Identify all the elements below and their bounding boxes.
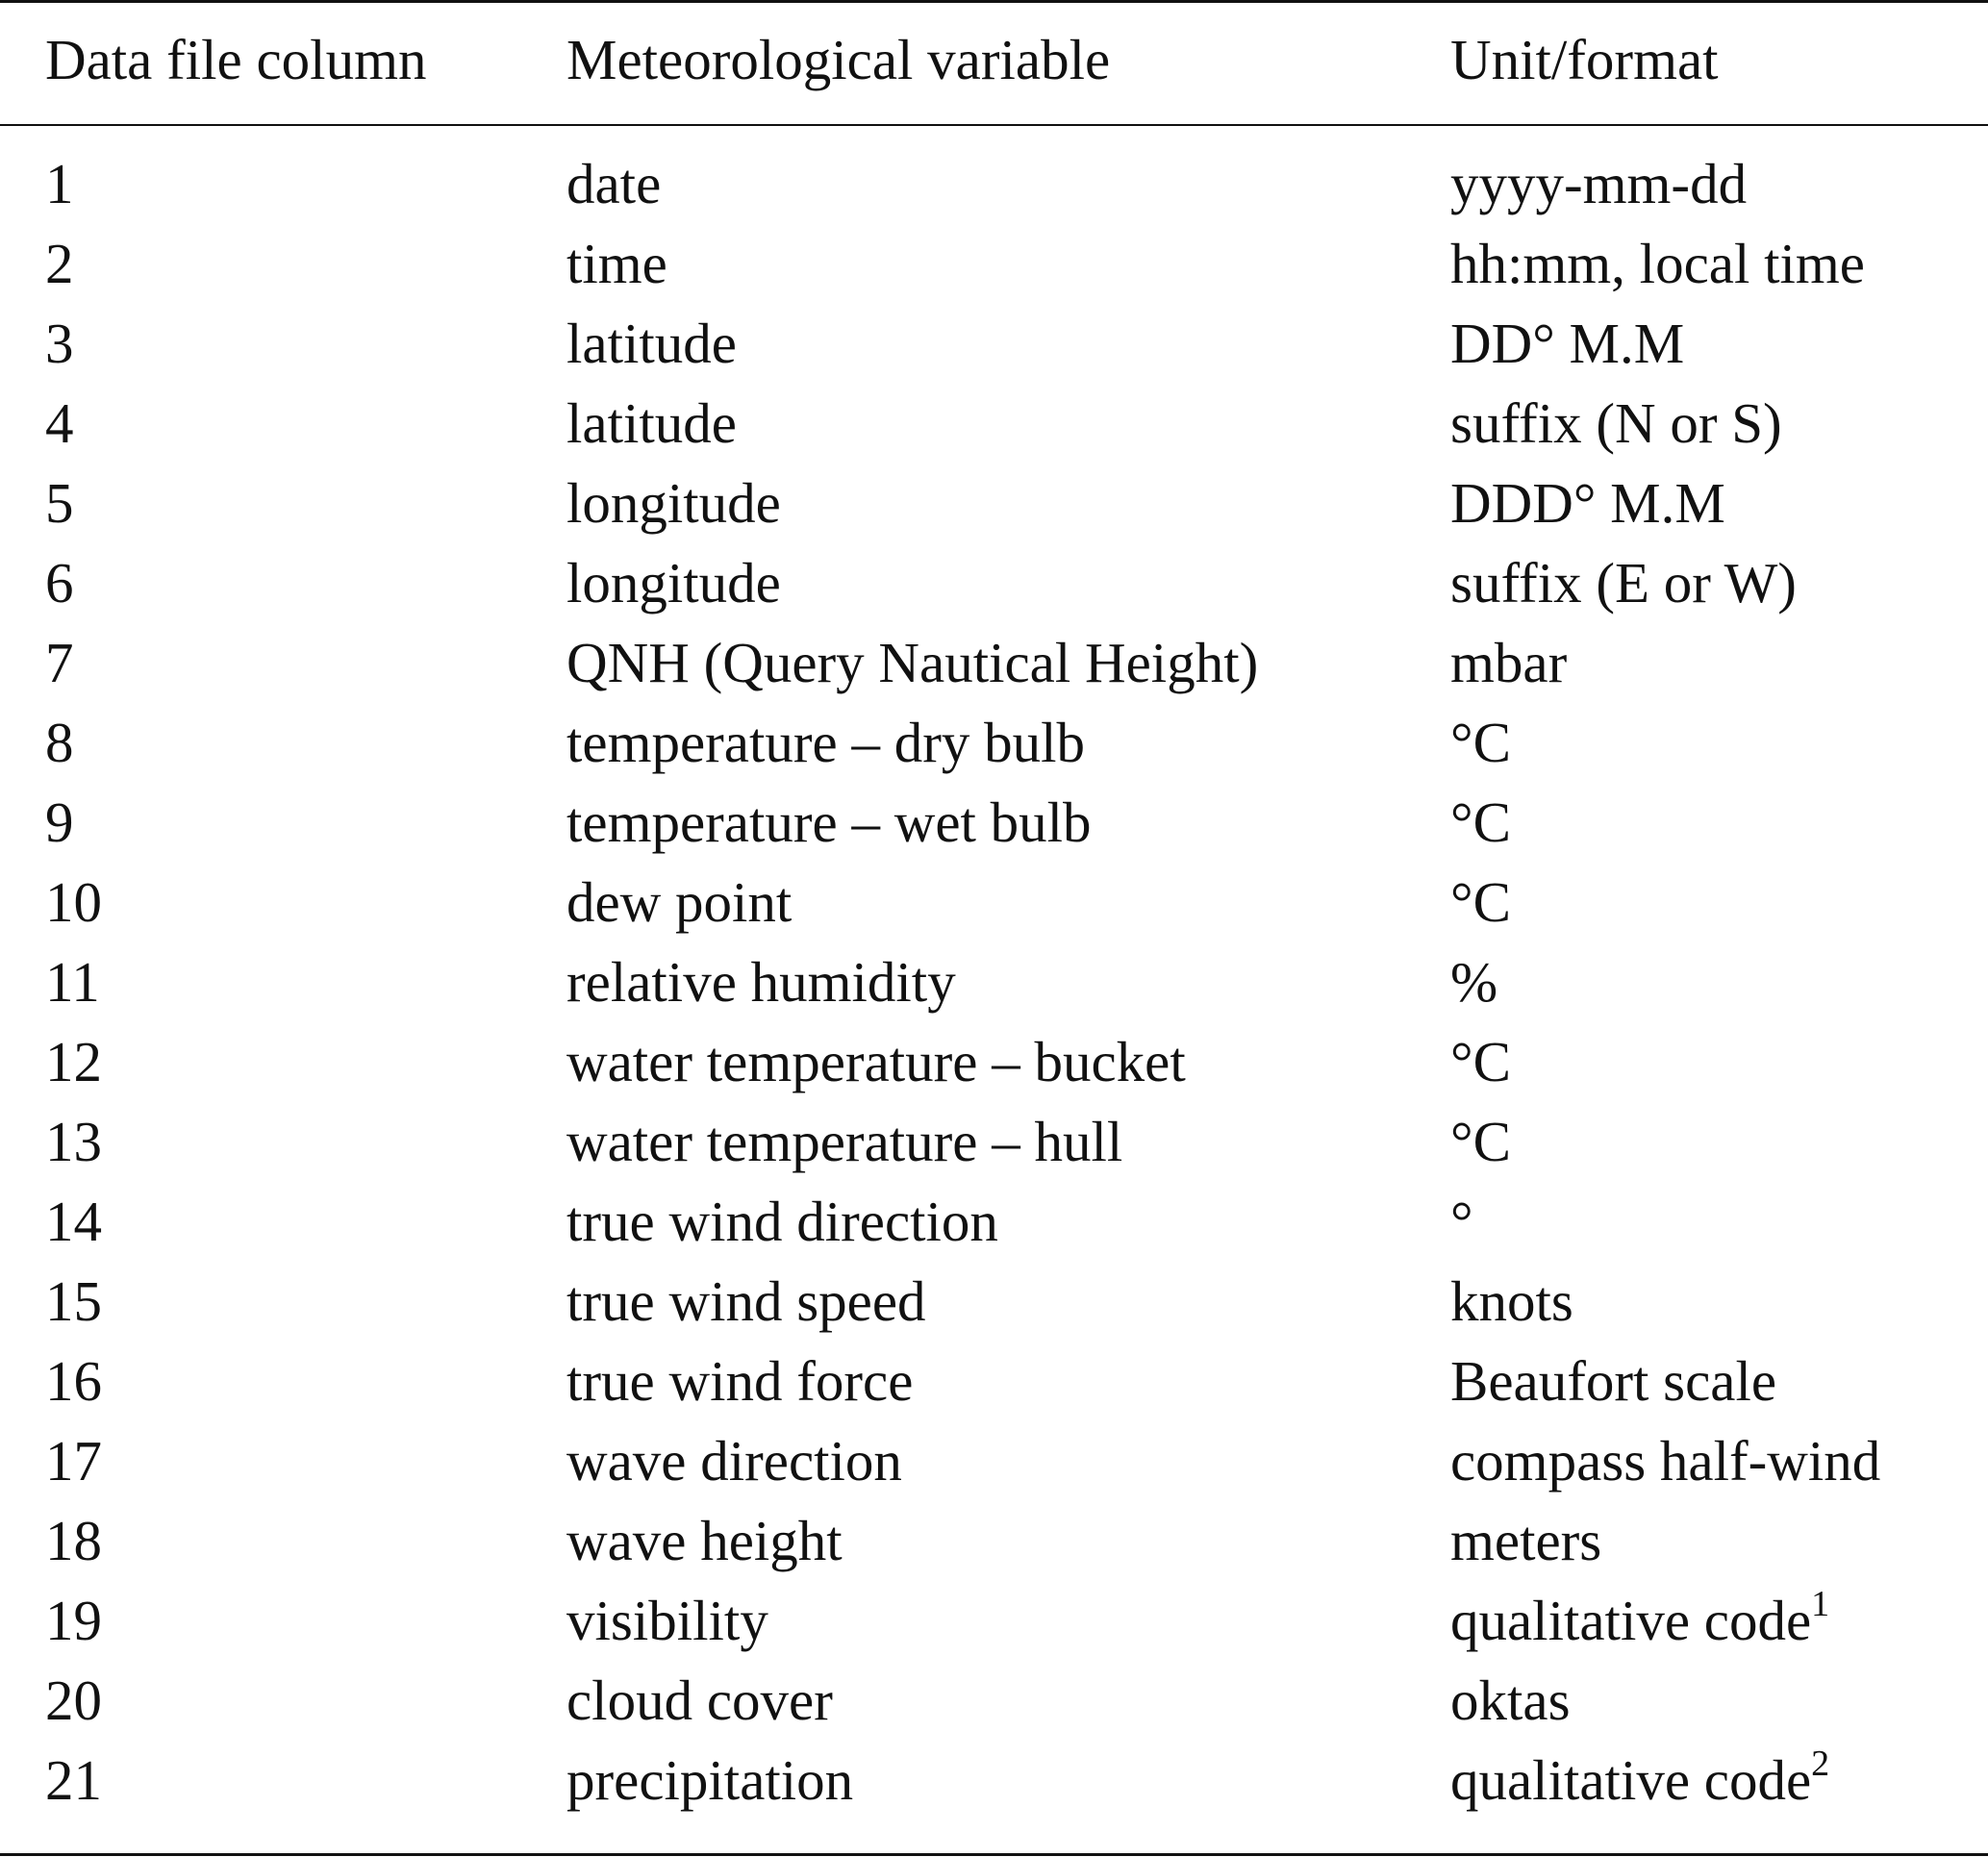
cell-column-number: 8 bbox=[45, 711, 74, 774]
table-row bbox=[0, 224, 1988, 304]
cell-column-number: 20 bbox=[45, 1669, 102, 1732]
unit-text: yyyy-mm-dd bbox=[1450, 152, 1748, 215]
cell-variable: latitude bbox=[566, 312, 737, 375]
cell-column-number: 1 bbox=[45, 152, 74, 215]
cell-unit bbox=[1450, 942, 1497, 1022]
table-row bbox=[0, 464, 1988, 543]
unit-text: DD° M.M bbox=[1450, 312, 1685, 375]
unit-text: qualitative code bbox=[1450, 1589, 1812, 1652]
table-row bbox=[0, 1501, 1988, 1581]
cell-column-number: 16 bbox=[45, 1349, 102, 1413]
cell-unit bbox=[1450, 623, 1567, 703]
table-row bbox=[0, 1342, 1988, 1421]
table-row bbox=[0, 304, 1988, 384]
cell-column-number: 7 bbox=[45, 631, 74, 694]
cell-unit bbox=[1450, 384, 1782, 464]
cell-column-number: 18 bbox=[45, 1509, 102, 1572]
cell-unit bbox=[1450, 144, 1747, 224]
cell-variable: water temperature – bucket bbox=[566, 1030, 1186, 1093]
table-body bbox=[0, 144, 1988, 1820]
unit-text: qualitative code bbox=[1450, 1748, 1812, 1812]
cell-unit bbox=[1450, 703, 1511, 783]
unit-text: knots bbox=[1450, 1269, 1573, 1333]
table-row bbox=[0, 1022, 1988, 1102]
header-data-file-column: Data file column bbox=[45, 28, 427, 91]
cell-variable: temperature – dry bulb bbox=[566, 711, 1086, 774]
cell-column-number: 3 bbox=[45, 312, 74, 375]
table-row bbox=[0, 1661, 1988, 1741]
cell-column-number: 17 bbox=[45, 1429, 102, 1493]
cell-variable: true wind direction bbox=[566, 1190, 998, 1253]
unit-text: hh:mm, local time bbox=[1450, 232, 1865, 295]
unit-text: °C bbox=[1450, 790, 1511, 854]
cell-variable: water temperature – hull bbox=[566, 1110, 1123, 1173]
cell-column-number: 9 bbox=[45, 790, 74, 854]
table-row bbox=[0, 703, 1988, 783]
unit-text: °C bbox=[1450, 1030, 1511, 1093]
cell-unit bbox=[1450, 1581, 1829, 1661]
footnote-marker: 2 bbox=[1811, 1744, 1830, 1785]
table-row bbox=[0, 942, 1988, 1022]
cell-unit bbox=[1450, 1262, 1573, 1342]
cell-variable: visibility bbox=[566, 1589, 768, 1652]
table-row bbox=[0, 1421, 1988, 1501]
cell-variable: wave height bbox=[566, 1509, 843, 1572]
table-row bbox=[0, 384, 1988, 464]
cell-variable: true wind force bbox=[566, 1349, 914, 1413]
table-row bbox=[0, 1581, 1988, 1661]
table-row bbox=[0, 144, 1988, 224]
table-row bbox=[0, 623, 1988, 703]
cell-column-number: 19 bbox=[45, 1589, 102, 1652]
table-bottom-rule bbox=[0, 1853, 1988, 1856]
cell-unit bbox=[1450, 1182, 1473, 1262]
cell-column-number: 13 bbox=[45, 1110, 102, 1173]
cell-unit bbox=[1450, 863, 1511, 942]
cell-unit bbox=[1450, 1421, 1880, 1501]
header-unit-format: Unit/format bbox=[1450, 28, 1719, 91]
cell-column-number: 2 bbox=[45, 232, 74, 295]
table-row bbox=[0, 1262, 1988, 1342]
cell-column-number: 10 bbox=[45, 870, 102, 934]
cell-unit bbox=[1450, 543, 1797, 623]
cell-unit bbox=[1450, 304, 1684, 384]
cell-unit bbox=[1450, 224, 1865, 304]
cell-variable: dew point bbox=[566, 870, 793, 934]
cell-unit bbox=[1450, 1342, 1776, 1421]
cell-column-number: 5 bbox=[45, 471, 74, 535]
unit-text: DDD° M.M bbox=[1450, 471, 1725, 535]
table-row bbox=[0, 1102, 1988, 1182]
table-top-rule bbox=[0, 0, 1988, 3]
unit-text: compass half-wind bbox=[1450, 1429, 1881, 1493]
cell-column-number: 12 bbox=[45, 1030, 102, 1093]
unit-text: % bbox=[1450, 950, 1498, 1014]
cell-variable: true wind speed bbox=[566, 1269, 926, 1333]
cell-column-number: 14 bbox=[45, 1190, 102, 1253]
unit-text: Beaufort scale bbox=[1450, 1349, 1777, 1413]
unit-text: ° bbox=[1450, 1190, 1473, 1253]
cell-column-number: 11 bbox=[45, 950, 100, 1014]
cell-variable: date bbox=[566, 152, 662, 215]
cell-variable: time bbox=[566, 232, 667, 295]
cell-variable: precipitation bbox=[566, 1748, 854, 1812]
unit-text: suffix (N or S) bbox=[1450, 391, 1782, 455]
cell-unit bbox=[1450, 783, 1511, 863]
unit-text: suffix (E or W) bbox=[1450, 551, 1797, 615]
unit-text: °C bbox=[1450, 870, 1511, 934]
cell-unit bbox=[1450, 1661, 1571, 1741]
cell-variable: latitude bbox=[566, 391, 737, 455]
table-row bbox=[0, 783, 1988, 863]
cell-unit bbox=[1450, 1022, 1511, 1102]
cell-unit bbox=[1450, 1741, 1829, 1820]
table-row bbox=[0, 543, 1988, 623]
cell-variable: relative humidity bbox=[566, 950, 956, 1014]
cell-unit bbox=[1450, 464, 1725, 543]
unit-text: oktas bbox=[1450, 1669, 1571, 1732]
cell-unit bbox=[1450, 1501, 1601, 1581]
cell-column-number: 21 bbox=[45, 1748, 102, 1812]
table-header-rule bbox=[0, 124, 1988, 126]
unit-text: °C bbox=[1450, 711, 1511, 774]
unit-text: °C bbox=[1450, 1110, 1511, 1173]
table-row bbox=[0, 863, 1988, 942]
header-meteorological-variable: Meteorological variable bbox=[566, 28, 1111, 91]
cell-variable: temperature – wet bulb bbox=[566, 790, 1092, 854]
table-row bbox=[0, 1182, 1988, 1262]
cell-variable: longitude bbox=[566, 551, 781, 615]
table-header-row bbox=[0, 23, 1988, 96]
cell-variable: wave direction bbox=[566, 1429, 902, 1493]
cell-column-number: 15 bbox=[45, 1269, 102, 1333]
cell-unit bbox=[1450, 1102, 1511, 1182]
footnote-marker: 1 bbox=[1811, 1584, 1830, 1625]
unit-text: mbar bbox=[1450, 631, 1568, 694]
cell-column-number: 4 bbox=[45, 391, 74, 455]
unit-text: meters bbox=[1450, 1509, 1602, 1572]
cell-variable: cloud cover bbox=[566, 1669, 833, 1732]
table-row bbox=[0, 1741, 1988, 1820]
cell-column-number: 6 bbox=[45, 551, 74, 615]
cell-variable: longitude bbox=[566, 471, 781, 535]
cell-variable: QNH (Query Nautical Height) bbox=[566, 631, 1259, 694]
